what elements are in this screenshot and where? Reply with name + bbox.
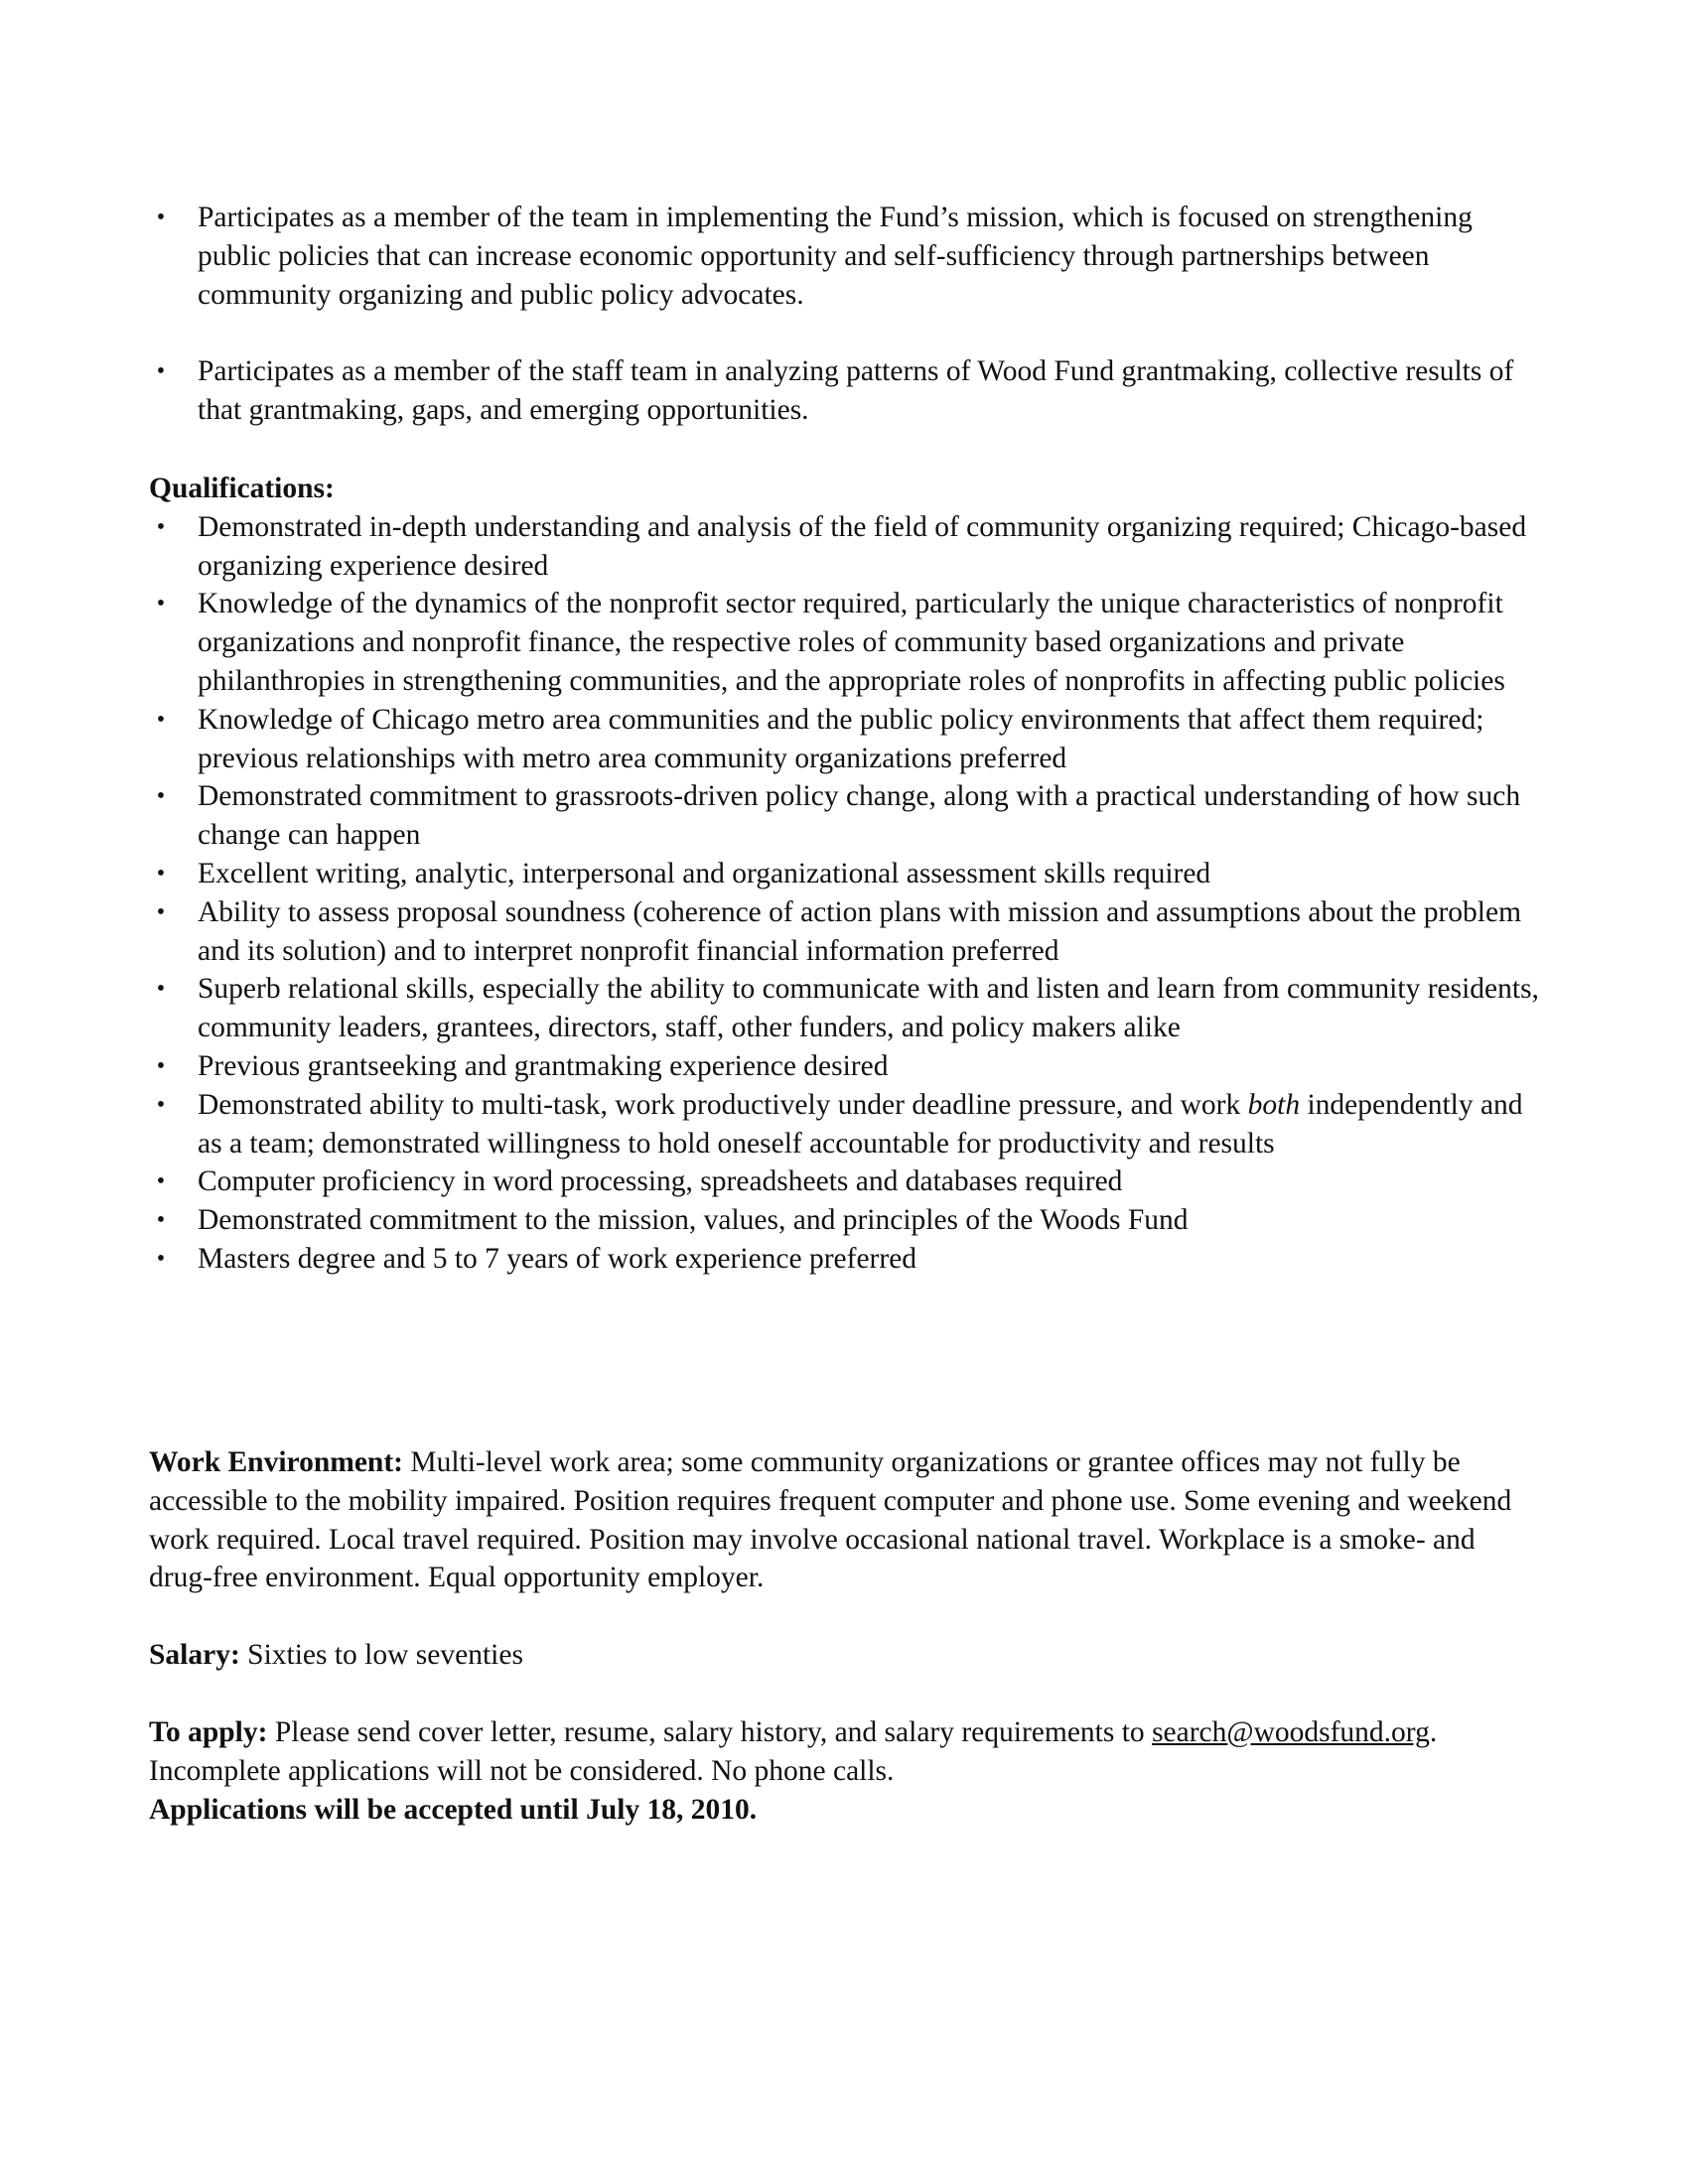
- bullet-icon: •: [156, 205, 166, 230]
- work-environment-paragraph: [149, 1443, 1539, 1597]
- list-item: • Superb relational skills, especially the ability to communicate with and listen and learn from community residents, community leaders, grantees, directors, staff, other funders, and policy makers alike: [149, 970, 1539, 1047]
- list-item: • Participates as a member of the staff team in analyzing patterns of Wood Fund grantmaking, collective results of that grantmaking, gaps, and emerging opportunities.: [149, 352, 1539, 430]
- bullet-icon: •: [156, 1052, 166, 1079]
- list-item: • Demonstrated in-depth understanding and analysis of the field of community organizing required; Chicago-based organizing experience desired: [149, 508, 1539, 586]
- qualifications-section: [149, 470, 1539, 1279]
- bullet-icon: •: [156, 860, 166, 887]
- work-environment-text: Multi-level work area; some community organizations or grantee offices may not fully be accessible to the mobility impaired. Position requires frequent computer and phone use. Some evening and weekend work required. Local travel required. Position may involve occasional national travel. Workplace is a smoke- and drug-free environment. Equal opportunity employer.: [149, 1446, 1512, 1594]
- list-item: • Participates as a member of the team in implementing the Fund’s mission, which is focused on strengthening public policies that can increase economic opportunity and self-sufficiency through partnerships between community organizing and public policy advocates.: [149, 199, 1539, 314]
- bullet-icon: •: [156, 706, 166, 733]
- intro-section: [149, 199, 1539, 430]
- apply-paragraph: [149, 1713, 1539, 1791]
- salary-section: [149, 1636, 1539, 1675]
- bullet-icon: •: [156, 898, 166, 925]
- list-item: • Excellent writing, analytic, interpersonal and organizational assessment skills required: [149, 855, 1539, 893]
- item-text-continued: independently and as a team; demonstrated willingness to hold oneself accountable for productivity and results: [198, 1088, 1523, 1160]
- salary-paragraph: [149, 1636, 1539, 1675]
- list-item: • Computer proficiency in word processing, spreadsheets and databases required: [149, 1162, 1539, 1201]
- bullet-icon: •: [156, 783, 166, 810]
- bullet-icon: •: [156, 1091, 166, 1118]
- bullet-icon: •: [156, 1168, 166, 1195]
- bullet-icon: •: [156, 1207, 166, 1234]
- list-item: • Knowledge of Chicago metro area communities and the public policy environments that affect them required; previous relationships with metro area community organizations preferred: [149, 701, 1539, 778]
- salary-label: Salary:: [149, 1639, 240, 1671]
- list-item: • Demonstrated commitment to the mission, values, and principles of the Woods Fund: [149, 1201, 1539, 1240]
- item-text: Demonstrated ability to multi-task, work productively under deadline pressure, and work: [198, 1088, 1248, 1121]
- qualifications-heading: Qualifications:: [149, 473, 335, 504]
- list-item: • Knowledge of the dynamics of the nonprofit sector required, particularly the unique characteristics of nonprofit organizations and nonprofit finance, the respective roles of community based organizations and private philanthropies in strengthening communities, and the appropriate roles of nonprofits in affecting public policies: [149, 585, 1539, 700]
- list-item: • Demonstrated commitment to grassroots-driven policy change, along with a practical understanding of how such change can happen: [149, 777, 1539, 855]
- email-link[interactable]: search@woodsfund.org: [1152, 1716, 1430, 1748]
- application-deadline: Applications will be accepted until July 18, 2010.: [149, 1793, 758, 1826]
- qualifications-list: [149, 508, 1539, 1279]
- list-item: [149, 1086, 1539, 1163]
- bullet-icon: •: [156, 1245, 166, 1272]
- bullet-icon: •: [156, 976, 166, 1003]
- list-item: • Ability to assess proposal soundness (coherence of action plans with mission and assumptions about the problem and its solution) and to interpret nonprofit financial information preferred: [149, 893, 1539, 971]
- list-item: • Masters degree and 5 to 7 years of work experience preferred: [149, 1240, 1539, 1279]
- work-environment-section: [149, 1443, 1539, 1597]
- work-environment-label: Work Environment:: [149, 1446, 403, 1478]
- apply-section: [149, 1713, 1539, 1829]
- emphasis-text: both: [1247, 1088, 1301, 1121]
- list-item: • Previous grantseeking and grantmaking experience desired: [149, 1047, 1539, 1086]
- bullet-icon: •: [156, 358, 166, 385]
- bullet-icon: •: [156, 513, 166, 540]
- salary-text: Sixties to low seventies: [239, 1639, 523, 1671]
- apply-text-continued: . Incomplete applications will not be considered. No phone calls.: [149, 1716, 1438, 1787]
- apply-text: Please send cover letter, resume, salary history, and salary requirements to: [267, 1716, 1153, 1748]
- apply-label: To apply:: [149, 1716, 268, 1748]
- bullet-icon: •: [156, 591, 166, 617]
- intro-bullet-list: [149, 199, 1539, 430]
